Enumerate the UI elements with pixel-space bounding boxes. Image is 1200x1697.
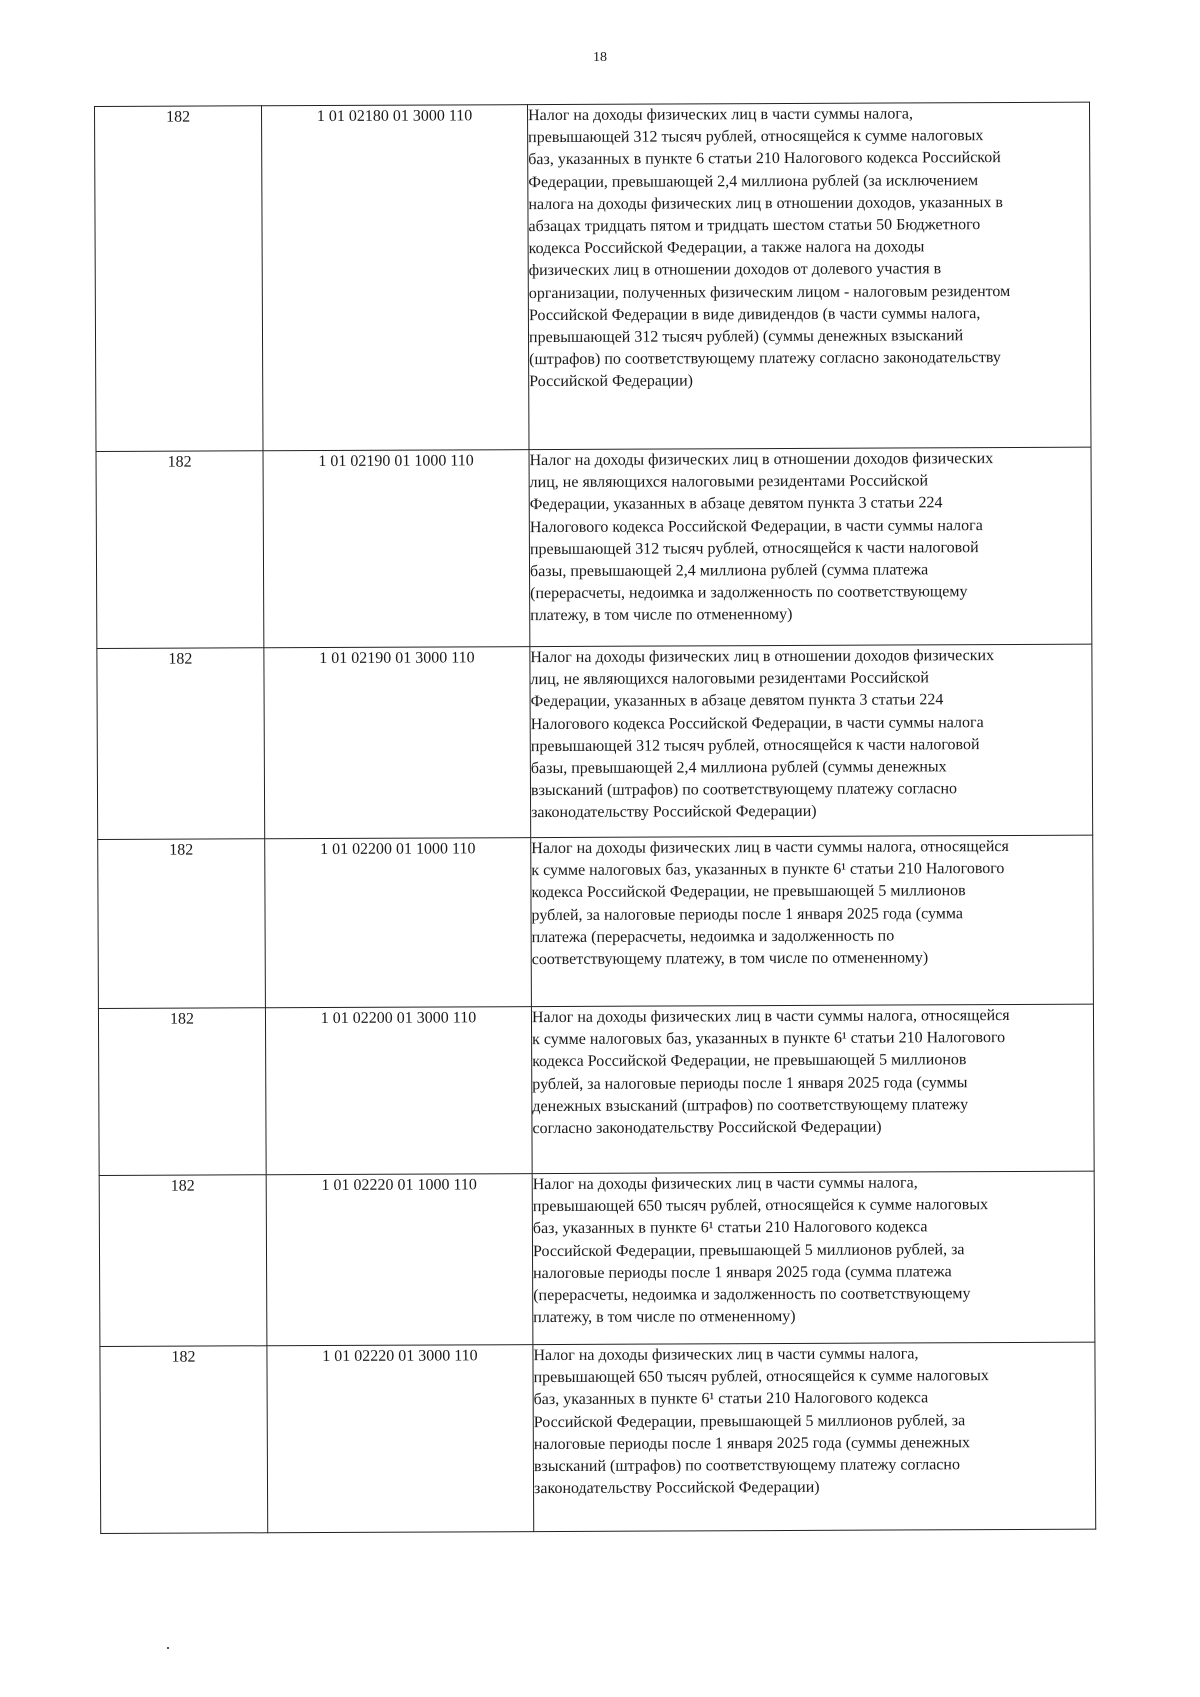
table-row	[99, 1171, 1095, 1346]
admin-code-cell: 182	[100, 1346, 268, 1534]
admin-code-cell: 182	[95, 106, 264, 452]
admin-code-cell: 182	[97, 648, 265, 840]
table-row	[100, 1342, 1096, 1533]
admin-code-cell: 182	[98, 1008, 266, 1176]
admin-code-cell: 182	[96, 451, 264, 649]
budget-code-cell: 1 01 02200 01 1000 110	[265, 838, 532, 1008]
budget-code-cell: 1 01 02190 01 1000 110	[263, 450, 530, 648]
budget-codes-table	[94, 102, 1096, 1534]
budget-code-cell: 1 01 02220 01 1000 110	[266, 1174, 533, 1346]
admin-code-cell: 182	[99, 1175, 267, 1347]
description-cell: Налог на доходы физических лиц в отношении доходов физических лиц, не являющихся налоговыми резидентами Российской Федерации, указанных в абзаце девятом пункта 3 статьи 224 Налогового кодекса Российской Федерации, в части суммы налога превышающей 312 тысяч рублей, относящейся к части налоговой базы, превышающей 2,4 миллиона рублей (сумма платежа (перерасчеты, недоимка и задолженность по соответствующему платежу, в том числе по отмененному)	[529, 447, 1092, 646]
budget-code-cell: 1 01 02180 01 3000 110	[262, 105, 530, 451]
description-cell: Налог на доходы физических лиц в части суммы налога, превышающей 650 тысяч рублей, относящейся к сумме налоговых баз, указанных в пункте 6¹ статьи 210 Налогового кодекса Российской Федерации, превышающей 5 миллионов рублей, за налоговые периоды после 1 января 2025 года (сумма платежа (перерасчеты, недоимка и задолженность по соответствующему платежу, в том числе по отмененному)	[532, 1171, 1095, 1344]
description-cell: Налог на доходы физических лиц в части суммы налога, превышающей 650 тысяч рублей, относящейся к сумме налоговых баз, указанных в пункте 6¹ статьи 210 Налогового кодекса Российской Федерации, превышающей 5 миллионов рублей, за налоговые периоды после 1 января 2025 года (суммы денежных взысканий (штрафов) по соответствующему платежу согласно законодательству Российской Федерации)	[533, 1342, 1096, 1531]
budget-code-cell: 1 01 02220 01 3000 110	[267, 1345, 534, 1533]
description-cell: Налог на доходы физических лиц в части суммы налога, относящейся к сумме налоговых баз, указанных в пункте 6¹ статьи 210 Налогового кодекса Российской Федерации, не превышающей 5 миллионов рублей, за налоговые периоды после 1 января 2025 года (сумма платежа (перерасчеты, недоимка и задолженность по соответствующему платежу, в том числе по отмененному)	[531, 835, 1094, 1006]
table-row	[97, 644, 1093, 839]
table-row	[96, 447, 1092, 648]
admin-code-cell: 182	[98, 839, 266, 1009]
table-row	[98, 1004, 1094, 1175]
description-cell: Налог на доходы физических лиц в отношении доходов физических лиц, не являющихся налоговыми резидентами Российской Федерации, указанных в абзаце девятом пункта 3 статьи 224 Налогового кодекса Российской Федерации, в части суммы налога превышающей 312 тысяч рублей, относящейся к части налоговой базы, превышающей 2,4 миллиона рублей (суммы денежных взысканий (штрафов) по соответствующему платежу согласно законодательству Российской Федерации)	[530, 644, 1093, 837]
table-row	[98, 835, 1094, 1008]
table-row	[95, 102, 1091, 451]
budget-code-cell: 1 01 02200 01 3000 110	[265, 1007, 532, 1175]
description-cell: Налог на доходы физических лиц в части суммы налога, относящейся к сумме налоговых баз, указанных в пункте 6¹ статьи 210 Налогового кодекса Российской Федерации, не превышающей 5 миллионов рублей, за налоговые периоды после 1 января 2025 года (суммы денежных взысканий (штрафов) по соответствующему платежу согласно законодательству Российской Федерации)	[531, 1004, 1094, 1173]
page-number: 18	[593, 50, 607, 65]
description-cell: Налог на доходы физических лиц в части суммы налога, превышающей 312 тысяч рублей, относящейся к сумме налоговых баз, указанных в пункте 6 статьи 210 Налогового кодекса Российской Федерации, превышающей 2,4 миллиона рублей (за исключением налога на доходы физических лиц в отношении доходов, указанных в абзацах тридцать пятом и тридцать шестом статьи 50 Бюджетного кодекса Российской Федерации, а также налога на доходы физических лиц в отношении доходов от долевого участия в организации, полученных физическим лицом - налоговым резидентом Российской Федерации в виде дивидендов (в части суммы налога, превышающей 312 тысяч рублей) (суммы денежных взысканий (штрафов) по соответствующему платежу согласно законодательству Российской Федерации)	[527, 102, 1091, 449]
budget-code-cell: 1 01 02190 01 3000 110	[264, 647, 531, 839]
scan-speck	[167, 1647, 169, 1649]
